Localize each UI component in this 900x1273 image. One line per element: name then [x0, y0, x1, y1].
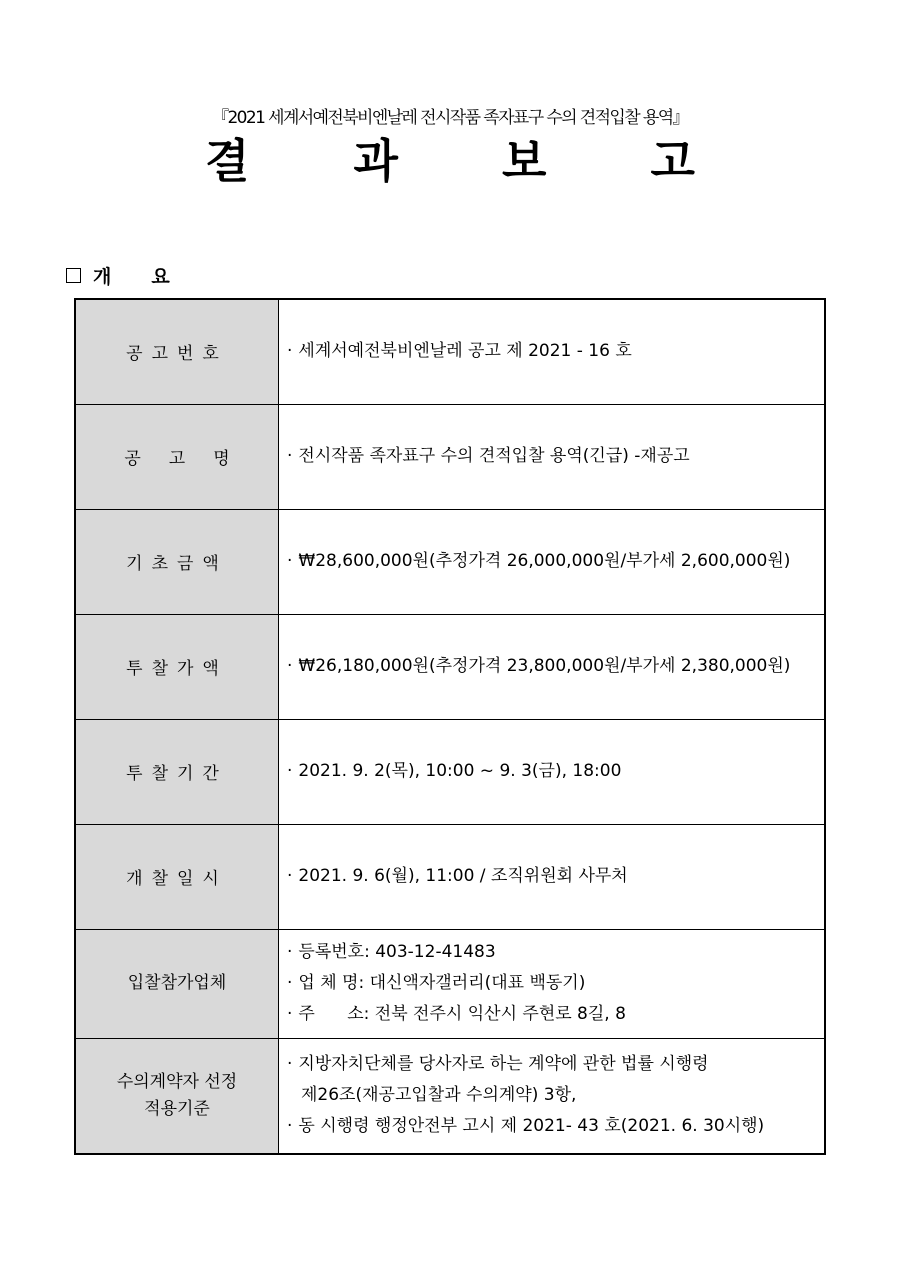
row-value [279, 824, 826, 929]
row-value [279, 719, 826, 824]
value-line: 지방자치단체를 당사자로 하는 계약에 관한 법률 시행령 [298, 1054, 709, 1075]
table-row-selection-criteria [75, 1038, 825, 1154]
row-label: 투찰기간 [75, 719, 279, 824]
value-line: 업 체 명: 대신액자갤러리(대표 백동기) [298, 973, 586, 993]
row-label: 개찰일시 [75, 824, 279, 929]
row-label: 공고번호 [75, 299, 279, 404]
row-value [279, 509, 826, 614]
table-row-bid-period [75, 719, 825, 824]
row-label-line: 수의계약자 선정 [116, 1071, 238, 1092]
overview-table [74, 298, 826, 1155]
bullet: · [287, 1004, 293, 1024]
section-heading [66, 262, 210, 289]
value-line: 동 시행령 행정안전부 고시 제 2021- 43 호(2021. 6. 30시행) [298, 1116, 765, 1137]
document-subtitle: 『2021 세계서예전북비엔날레 전시작품 족자표구 수의 견적입찰 용역』 [212, 108, 688, 128]
bullet: · [287, 973, 293, 993]
value-line: 등록번호: 403-12-41483 [298, 942, 496, 962]
table-row-base-amount [75, 509, 825, 614]
table-row-opening-date [75, 824, 825, 929]
row-value [279, 1038, 826, 1154]
value-line: ₩28,600,000원(추정가격 26,000,000원/부가세 2,600,000원) [298, 551, 791, 571]
row-label [75, 1038, 279, 1154]
title-char: 보 [502, 134, 547, 188]
section-heading-text: 개요 [93, 266, 210, 288]
document-title [205, 128, 695, 188]
bullet: · [287, 942, 293, 962]
row-label: 투찰가액 [75, 614, 279, 719]
value-line: 2021. 9. 2(목), 10:00 ~ 9. 3(금), 18:00 [298, 761, 622, 781]
bullet: · [287, 1116, 293, 1137]
value-line: 전시작품 족자표구 수의 견적입찰 용역(긴급) -재공고 [298, 446, 690, 466]
row-label-line: 적용기준 [144, 1098, 210, 1119]
table-row-notice-number [75, 299, 825, 404]
bullet: · [287, 656, 293, 676]
row-value [279, 614, 826, 719]
row-value [279, 299, 826, 404]
row-label: 입찰참가업체 [75, 929, 279, 1038]
table-row-notice-name [75, 404, 825, 509]
table-row-bidder [75, 929, 825, 1038]
value-line: 세계서예전북비엔날레 공고 제 2021 - 16 호 [298, 341, 632, 362]
bullet: · [287, 341, 293, 362]
value-line: 주 소: 전북 전주시 익산시 주현로 8길, 8 [298, 1004, 626, 1024]
bullet: · [287, 551, 293, 571]
bullet: · [287, 761, 293, 781]
bullet: · [287, 1054, 293, 1075]
checkbox-icon [66, 268, 81, 283]
title-char: 고 [650, 134, 695, 188]
title-char: 결 [205, 134, 250, 188]
title-char: 과 [353, 134, 398, 188]
value-line: 제26조(재공고입찰과 수의계약) 3항, [301, 1085, 577, 1106]
row-value [279, 404, 826, 509]
bullet: · [287, 446, 293, 466]
bullet: · [287, 866, 293, 886]
value-line: ₩26,180,000원(추정가격 23,800,000원/부가세 2,380,000원) [298, 656, 791, 676]
row-label: 기초금액 [75, 509, 279, 614]
row-label: 공고명 [75, 404, 279, 509]
table-row-bid-amount [75, 614, 825, 719]
value-line: 2021. 9. 6(월), 11:00 / 조직위원회 사무처 [298, 866, 628, 886]
row-value [279, 929, 826, 1038]
